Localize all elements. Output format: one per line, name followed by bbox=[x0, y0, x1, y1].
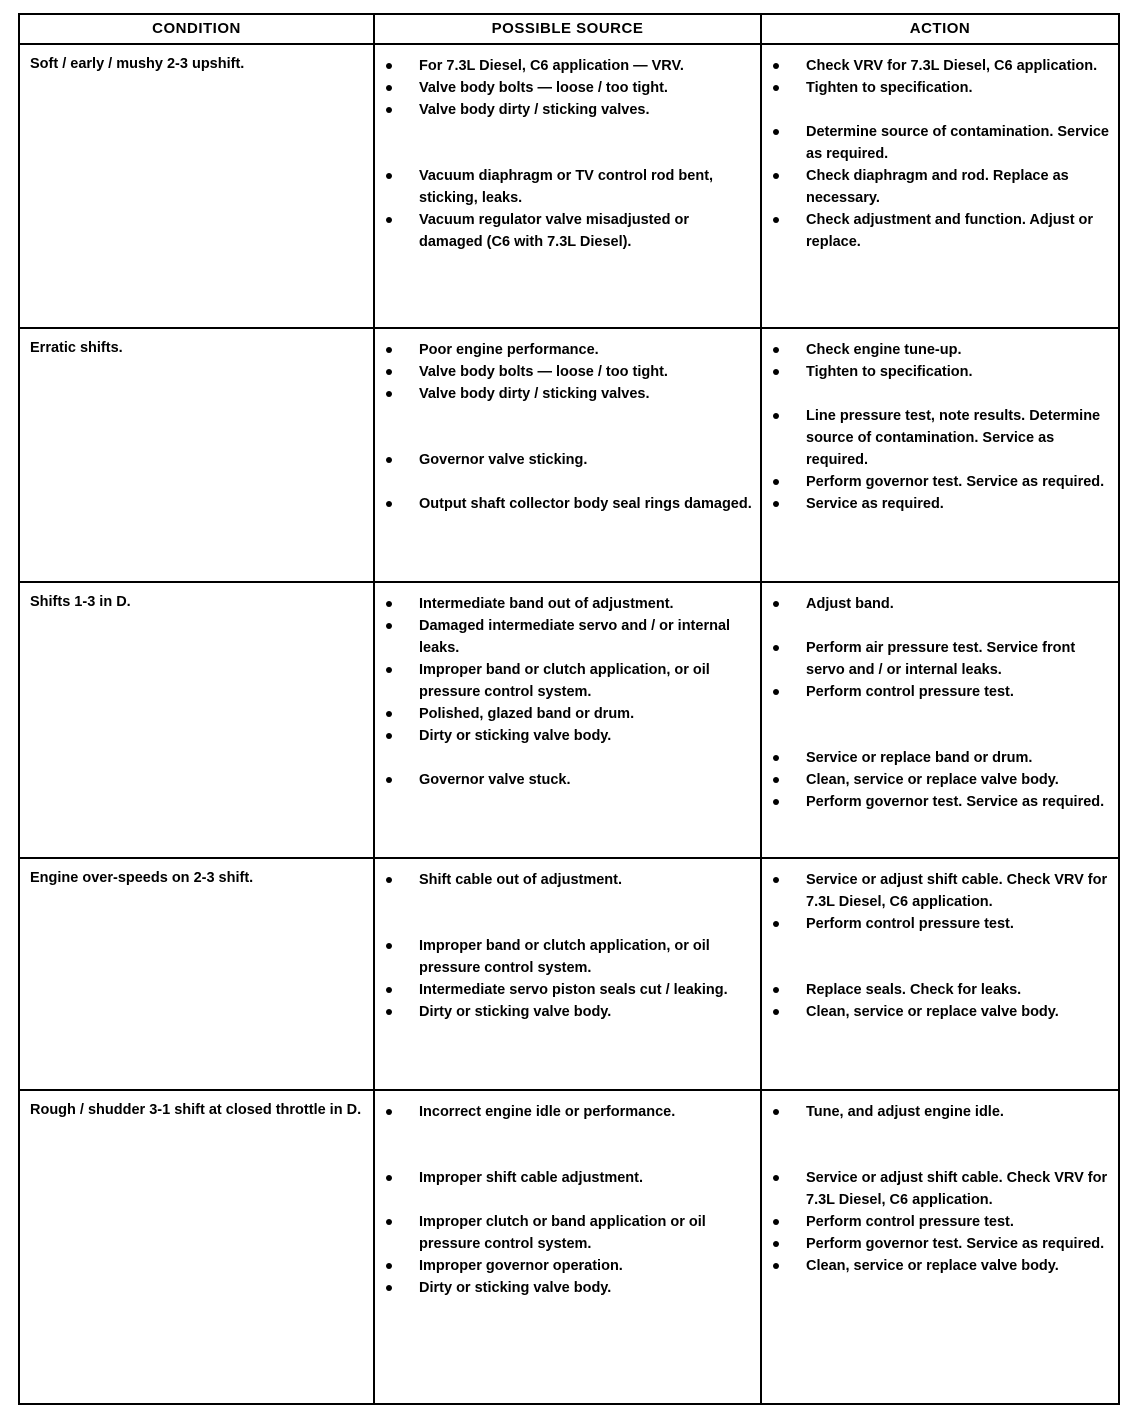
bullet-icon bbox=[773, 63, 779, 69]
action-header: ACTION bbox=[761, 14, 1119, 44]
bullet-icon bbox=[773, 173, 779, 179]
header-row bbox=[19, 14, 1119, 44]
list-item: Service or adjust shift cable. Check VRV for 7.3L Diesel, C6 application. bbox=[768, 1167, 1110, 1211]
list-item: Clean, service or replace valve body. bbox=[768, 769, 1110, 791]
bullet-icon bbox=[773, 987, 779, 993]
list-item: Valve body dirty / sticking valves. bbox=[381, 383, 752, 405]
list-item: Governor valve sticking. bbox=[381, 449, 752, 471]
bullet-icon bbox=[386, 943, 392, 949]
list-item: Improper shift cable adjustment. bbox=[381, 1167, 752, 1189]
list-item: Improper band or clutch application, or oil pressure control system. bbox=[381, 935, 752, 979]
bullet-icon bbox=[773, 601, 779, 607]
list-item: Check engine tune-up. bbox=[768, 339, 1110, 361]
list-item: Intermediate servo piston seals cut / leaking. bbox=[381, 979, 752, 1001]
list-item: Replace seals. Check for leaks. bbox=[768, 979, 1110, 1001]
bullet-icon bbox=[773, 85, 779, 91]
list-item: Output shaft collector body seal rings damaged. bbox=[381, 493, 752, 515]
list-item: Tune, and adjust engine idle. bbox=[768, 1101, 1110, 1123]
bullet-icon bbox=[386, 711, 392, 717]
bullet-icon bbox=[386, 1285, 392, 1291]
bullet-icon bbox=[386, 601, 392, 607]
action-cell bbox=[761, 1090, 1119, 1404]
list-item: Perform control pressure test. bbox=[768, 913, 1110, 935]
bullet-icon bbox=[773, 689, 779, 695]
possible-source-header: POSSIBLE SOURCE bbox=[374, 14, 761, 44]
list-item: Governor valve stuck. bbox=[381, 769, 752, 791]
condition-cell: Soft / early / mushy 2-3 upshift. bbox=[19, 44, 374, 328]
condition-header: CONDITION bbox=[19, 14, 374, 44]
bullet-icon bbox=[773, 877, 779, 883]
bullet-icon bbox=[773, 645, 779, 651]
list-item: Valve body bolts — loose / too tight. bbox=[381, 77, 752, 99]
table-row bbox=[19, 858, 1119, 1090]
bullet-icon bbox=[773, 369, 779, 375]
list-item: Polished, glazed band or drum. bbox=[381, 703, 752, 725]
bullet-icon bbox=[773, 1219, 779, 1225]
bullet-icon bbox=[773, 755, 779, 761]
bullet-icon bbox=[773, 479, 779, 485]
bullet-icon bbox=[386, 733, 392, 739]
source-cell bbox=[374, 582, 761, 858]
source-cell bbox=[374, 1090, 761, 1404]
list-item: Clean, service or replace valve body. bbox=[768, 1255, 1110, 1277]
list-item: Clean, service or replace valve body. bbox=[768, 1001, 1110, 1023]
list-item: Vacuum diaphragm or TV control rod bent, sticking, leaks. bbox=[381, 165, 752, 209]
list-item: Perform governor test. Service as required. bbox=[768, 471, 1110, 493]
list-item: Improper governor operation. bbox=[381, 1255, 752, 1277]
list-item: For 7.3L Diesel, C6 application — VRV. bbox=[381, 55, 752, 77]
list-item: Dirty or sticking valve body. bbox=[381, 725, 752, 747]
action-cell bbox=[761, 582, 1119, 858]
source-cell bbox=[374, 328, 761, 582]
bullet-icon bbox=[386, 217, 392, 223]
bullet-icon bbox=[773, 129, 779, 135]
table-row bbox=[19, 582, 1119, 858]
bullet-icon bbox=[386, 1219, 392, 1225]
list-item: Improper clutch or band application or oil pressure control system. bbox=[381, 1211, 752, 1255]
action-cell bbox=[761, 328, 1119, 582]
bullet-icon bbox=[386, 623, 392, 629]
bullet-icon bbox=[773, 413, 779, 419]
bullet-icon bbox=[386, 369, 392, 375]
source-cell bbox=[374, 44, 761, 328]
list-item: Adjust band. bbox=[768, 593, 1110, 615]
list-item: Valve body dirty / sticking valves. bbox=[381, 99, 752, 121]
bullet-icon bbox=[773, 217, 779, 223]
table-row bbox=[19, 328, 1119, 582]
bullet-icon bbox=[386, 391, 392, 397]
list-item: Perform governor test. Service as required. bbox=[768, 791, 1110, 813]
list-item: Tighten to specification. bbox=[768, 361, 1110, 383]
action-cell bbox=[761, 44, 1119, 328]
bullet-icon bbox=[773, 777, 779, 783]
list-item: Valve body bolts — loose / too tight. bbox=[381, 361, 752, 383]
list-item: Perform air pressure test. Service front servo and / or internal leaks. bbox=[768, 637, 1110, 681]
list-item: Poor engine performance. bbox=[381, 339, 752, 361]
bullet-icon bbox=[773, 799, 779, 805]
bullet-icon bbox=[386, 667, 392, 673]
list-item: Check VRV for 7.3L Diesel, C6 application. bbox=[768, 55, 1110, 77]
bullet-icon bbox=[386, 501, 392, 507]
diagnosis-table bbox=[18, 13, 1120, 1405]
bullet-icon bbox=[386, 85, 392, 91]
list-item: Check diaphragm and rod. Replace as necessary. bbox=[768, 165, 1110, 209]
table-row bbox=[19, 44, 1119, 328]
list-item: Improper band or clutch application, or oil pressure control system. bbox=[381, 659, 752, 703]
bullet-icon bbox=[386, 1175, 392, 1181]
bullet-icon bbox=[386, 173, 392, 179]
bullet-icon bbox=[386, 1263, 392, 1269]
bullet-icon bbox=[773, 1009, 779, 1015]
action-cell bbox=[761, 858, 1119, 1090]
bullet-icon bbox=[386, 347, 392, 353]
bullet-icon bbox=[773, 921, 779, 927]
bullet-icon bbox=[386, 63, 392, 69]
list-item: Vacuum regulator valve misadjusted or damaged (C6 with 7.3L Diesel). bbox=[381, 209, 752, 253]
table-row bbox=[19, 1090, 1119, 1404]
list-item: Shift cable out of adjustment. bbox=[381, 869, 752, 891]
condition-cell: Rough / shudder 3-1 shift at closed throttle in D. bbox=[19, 1090, 374, 1404]
list-item: Determine source of contamination. Service as required. bbox=[768, 121, 1110, 165]
list-item: Perform control pressure test. bbox=[768, 1211, 1110, 1233]
list-item: Perform control pressure test. bbox=[768, 681, 1110, 703]
bullet-icon bbox=[773, 501, 779, 507]
list-item: Perform governor test. Service as required. bbox=[768, 1233, 1110, 1255]
list-item: Service as required. bbox=[768, 493, 1110, 515]
bullet-icon bbox=[773, 1241, 779, 1247]
bullet-icon bbox=[773, 1263, 779, 1269]
list-item: Damaged intermediate servo and / or internal leaks. bbox=[381, 615, 752, 659]
bullet-icon bbox=[773, 1175, 779, 1181]
condition-cell: Shifts 1-3 in D. bbox=[19, 582, 374, 858]
bullet-icon bbox=[386, 987, 392, 993]
list-item: Intermediate band out of adjustment. bbox=[381, 593, 752, 615]
list-item: Dirty or sticking valve body. bbox=[381, 1001, 752, 1023]
bullet-icon bbox=[386, 457, 392, 463]
list-item: Line pressure test, note results. Determine source of contamination. Service as required. bbox=[768, 405, 1110, 471]
bullet-icon bbox=[386, 877, 392, 883]
bullet-icon bbox=[386, 777, 392, 783]
list-item: Service or replace band or drum. bbox=[768, 747, 1110, 769]
bullet-icon bbox=[386, 1109, 392, 1115]
list-item: Incorrect engine idle or performance. bbox=[381, 1101, 752, 1123]
list-item: Dirty or sticking valve body. bbox=[381, 1277, 752, 1299]
bullet-icon bbox=[773, 347, 779, 353]
list-item: Service or adjust shift cable. Check VRV for 7.3L Diesel, C6 application. bbox=[768, 869, 1110, 913]
condition-cell: Engine over-speeds on 2-3 shift. bbox=[19, 858, 374, 1090]
source-cell bbox=[374, 858, 761, 1090]
list-item: Tighten to specification. bbox=[768, 77, 1110, 99]
bullet-icon bbox=[773, 1109, 779, 1115]
condition-cell: Erratic shifts. bbox=[19, 328, 374, 582]
bullet-icon bbox=[386, 1009, 392, 1015]
bullet-icon bbox=[386, 107, 392, 113]
list-item: Check adjustment and function. Adjust or replace. bbox=[768, 209, 1110, 253]
